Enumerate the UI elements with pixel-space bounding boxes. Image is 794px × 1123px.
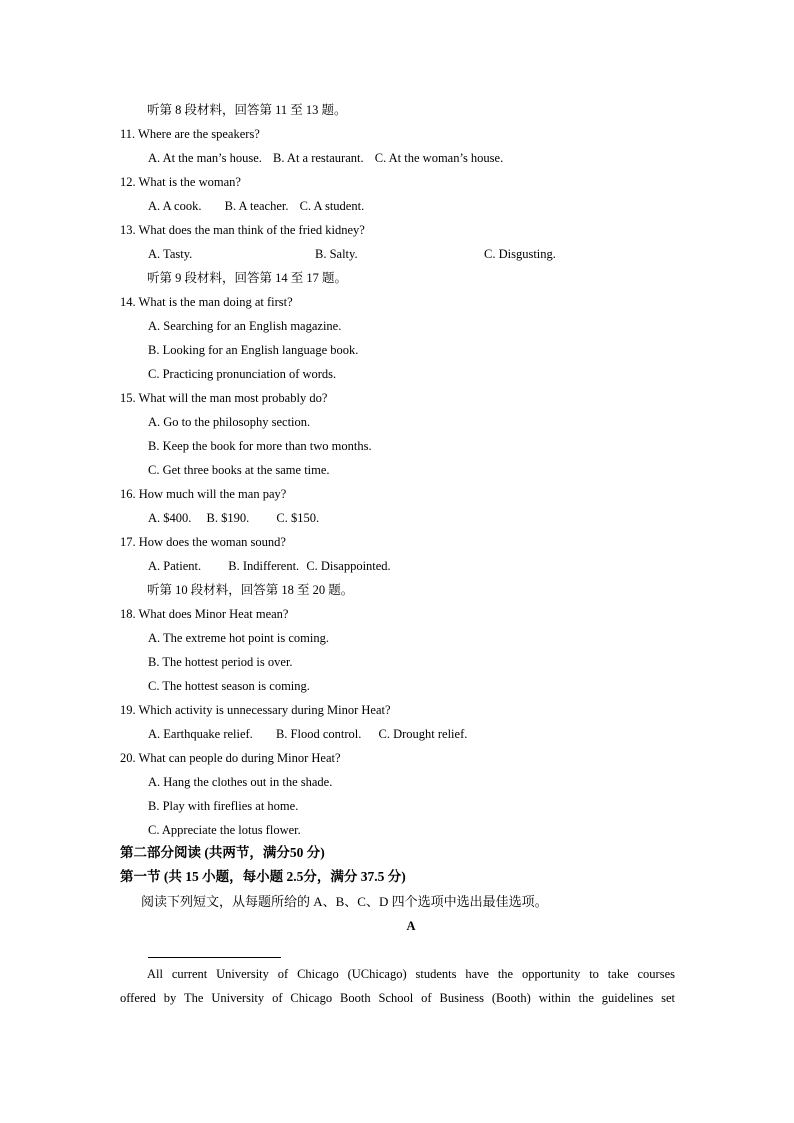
question-20-option-a: A. Hang the clothes out in the shade. (148, 775, 333, 789)
option-a: A. A cook. (148, 199, 202, 213)
question-14-option-c: C. Practicing pronunciation of words. (148, 367, 337, 381)
option-a: A. Tasty. (148, 247, 193, 261)
option-b: B. Salty. (315, 247, 358, 261)
question-20: 20. What can people do during Minor Heat? (120, 751, 341, 765)
option-c: C. At the woman’s house. (374, 151, 504, 165)
part-2-instruction: 阅读下列短文，从每题所给的 A、B、C、D 四个选项中选出最佳选项。 (141, 894, 548, 909)
passage-paragraph-line-2: offered by The University of Chicago Booth School of Business (Booth) within the guidelines set (120, 991, 675, 1005)
question-19: 19. Which activity is unnecessary during Minor Heat? (120, 703, 391, 717)
option-a: A. Earthquake relief. (148, 727, 253, 741)
option-a: A. $400. (148, 511, 192, 525)
question-12-options (148, 198, 364, 214)
section-10-instruction: 听第 10 段材料，回答第 18 至 20 题。 (147, 583, 354, 597)
option-a: A. At the man’s house. (148, 151, 262, 165)
question-19-options (148, 726, 467, 742)
question-13: 13. What does the man think of the fried kidney? (120, 223, 365, 237)
question-14: 14. What is the man doing at first? (120, 295, 293, 309)
question-20-option-b: B. Play with fireflies at home. (148, 799, 299, 813)
option-c: C. $150. (276, 511, 320, 525)
passage-label: A (406, 919, 416, 933)
part-2-section-1-heading: 第一节 (共 15 小题，每小题 2.5分，满分 37.5 分) (120, 869, 406, 884)
question-15-option-a: A. Go to the philosophy section. (148, 415, 311, 429)
question-15: 15. What will the man most probably do? (120, 391, 328, 405)
passage-paragraph-line-1: All current University of Chicago (UChicago) students have the opportunity to take courses (147, 967, 675, 981)
question-20-option-c: C. Appreciate the lotus flower. (148, 823, 301, 837)
part-2-heading: 第二部分阅读 (共两节，满分50 分) (120, 845, 325, 860)
question-18-option-b: B. The hottest period is over. (148, 655, 293, 669)
section-8-instruction: 听第 8 段材料，回答第 11 至 13 题。 (147, 103, 347, 117)
question-12: 12. What is the woman? (120, 175, 241, 189)
question-16-options (148, 510, 319, 526)
question-11: 11. Where are the speakers? (120, 127, 260, 141)
option-b: B. At a restaurant. (273, 151, 364, 165)
question-15-option-c: C. Get three books at the same time. (148, 463, 330, 477)
question-14-option-a: A. Searching for an English magazine. (148, 319, 342, 333)
option-b: B. $190. (206, 511, 250, 525)
question-15-option-b: B. Keep the book for more than two months. (148, 439, 372, 453)
question-18-option-c: C. The hottest season is coming. (148, 679, 310, 693)
question-18-option-a: A. The extreme hot point is coming. (148, 631, 329, 645)
question-11-options (148, 150, 503, 166)
divider-rule (148, 957, 281, 958)
option-c: C. Disgusting. (484, 247, 556, 261)
option-b: B. A teacher. (224, 199, 289, 213)
option-b: B. Indifferent. (228, 559, 300, 573)
option-c: C. Drought relief. (378, 727, 468, 741)
question-17: 17. How does the woman sound? (120, 535, 286, 549)
option-a: A. Patient. (148, 559, 202, 573)
question-16: 16. How much will the man pay? (120, 487, 287, 501)
option-c: C. Disappointed. (306, 559, 391, 573)
option-c: C. A student. (299, 199, 365, 213)
section-9-instruction: 听第 9 段材料，回答第 14 至 17 题。 (147, 271, 348, 285)
question-18: 18. What does Minor Heat mean? (120, 607, 289, 621)
question-17-options (148, 558, 391, 574)
question-14-option-b: B. Looking for an English language book. (148, 343, 359, 357)
option-b: B. Flood control. (275, 727, 362, 741)
